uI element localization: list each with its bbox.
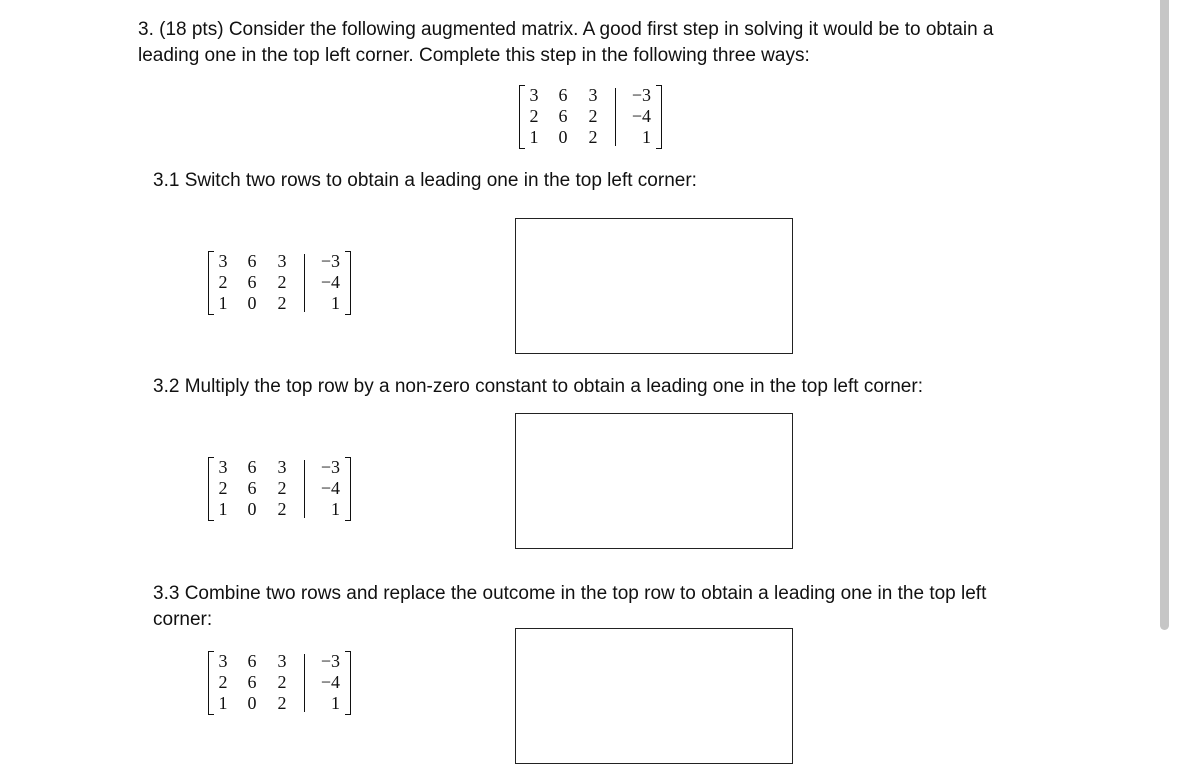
matrix-row: [208, 293, 351, 314]
matrix-entry: 1: [218, 499, 228, 519]
matrix-entry: 1: [642, 127, 651, 147]
part-3-2-label: 3.2 Multiply the top row by a non-zero constant to obtain a leading one in the top left corner:: [153, 376, 923, 397]
matrix-entry: −3: [320, 251, 340, 271]
matrix-entry: −3: [320, 457, 340, 477]
matrix-entry: 0: [247, 693, 257, 713]
matrix-row: [208, 693, 351, 714]
matrix-entry: 1: [331, 693, 340, 713]
matrix-entry: 2: [588, 106, 598, 126]
part-3-2-matrix: [208, 456, 351, 522]
part-3-3-matrix: [208, 650, 351, 716]
matrix-entry: 2: [277, 293, 287, 313]
vertical-scrollbar[interactable]: [1160, 0, 1169, 630]
matrix-row: [208, 272, 351, 293]
matrix-row: [208, 457, 351, 478]
matrix-entry: 0: [247, 293, 257, 313]
matrix-entry: 2: [529, 106, 539, 126]
matrix-entry: 2: [218, 672, 228, 692]
matrix-entry: 1: [218, 693, 228, 713]
matrix-entry: 2: [218, 272, 228, 292]
matrix-entry: 2: [277, 672, 287, 692]
matrix-entry: 6: [247, 457, 257, 477]
matrix-entry: 3: [277, 651, 287, 671]
matrix-entry: 2: [277, 693, 287, 713]
part-3-2-answer-box[interactable]: [515, 413, 793, 549]
matrix-row: [208, 478, 351, 499]
matrix-entry: −3: [320, 651, 340, 671]
matrix-entry: 3: [277, 457, 287, 477]
matrix-row: [208, 499, 351, 520]
matrix-entry: 3: [277, 251, 287, 271]
part-3-1-answer-box[interactable]: [515, 218, 793, 354]
matrix-entry: 3: [588, 85, 598, 105]
part-3-3-answer-box[interactable]: [515, 628, 793, 764]
matrix-entry: 1: [529, 127, 539, 147]
matrix-entry: −4: [320, 672, 340, 692]
matrix-entry: 3: [218, 651, 228, 671]
matrix-entry: 6: [247, 272, 257, 292]
matrix-row: [519, 85, 662, 106]
matrix-entry: 6: [247, 651, 257, 671]
matrix-entry: −4: [631, 106, 651, 126]
matrix-entry: 2: [277, 272, 287, 292]
part-3-3-label: 3.3 Combine two rows and replace the outcome in the top row to obtain a leading one in the top left corner:: [153, 583, 987, 630]
matrix-entry: 3: [529, 85, 539, 105]
matrix-row: [208, 651, 351, 672]
matrix-entry: 2: [218, 478, 228, 498]
matrix-entry: 6: [247, 251, 257, 271]
main-augmented-matrix: [519, 84, 662, 150]
matrix-entry: 2: [588, 127, 598, 147]
matrix-entry: 6: [247, 672, 257, 692]
matrix-entry: 2: [277, 499, 287, 519]
part-3-1-label: 3.1 Switch two rows to obtain a leading one in the top left corner:: [153, 170, 697, 191]
matrix-entry: 3: [218, 457, 228, 477]
matrix-entry: 0: [558, 127, 568, 147]
matrix-entry: −4: [320, 478, 340, 498]
matrix-row: [208, 251, 351, 272]
part-3-1-matrix: [208, 250, 351, 316]
matrix-entry: −3: [631, 85, 651, 105]
matrix-entry: 6: [558, 106, 568, 126]
matrix-row: [519, 106, 662, 127]
matrix-entry: 6: [558, 85, 568, 105]
matrix-row: [208, 672, 351, 693]
matrix-entry: 1: [331, 293, 340, 313]
matrix-entry: 1: [331, 499, 340, 519]
problem-statement: 3. (18 pts) Consider the following augmented matrix. A good first step in solving it would be to obtain a leading one in the top left corner. Complete this step in the following three ways:: [138, 19, 994, 66]
matrix-row: [519, 127, 662, 148]
matrix-entry: 1: [218, 293, 228, 313]
matrix-entry: 0: [247, 499, 257, 519]
matrix-entry: 2: [277, 478, 287, 498]
matrix-entry: −4: [320, 272, 340, 292]
matrix-entry: 3: [218, 251, 228, 271]
matrix-entry: 6: [247, 478, 257, 498]
